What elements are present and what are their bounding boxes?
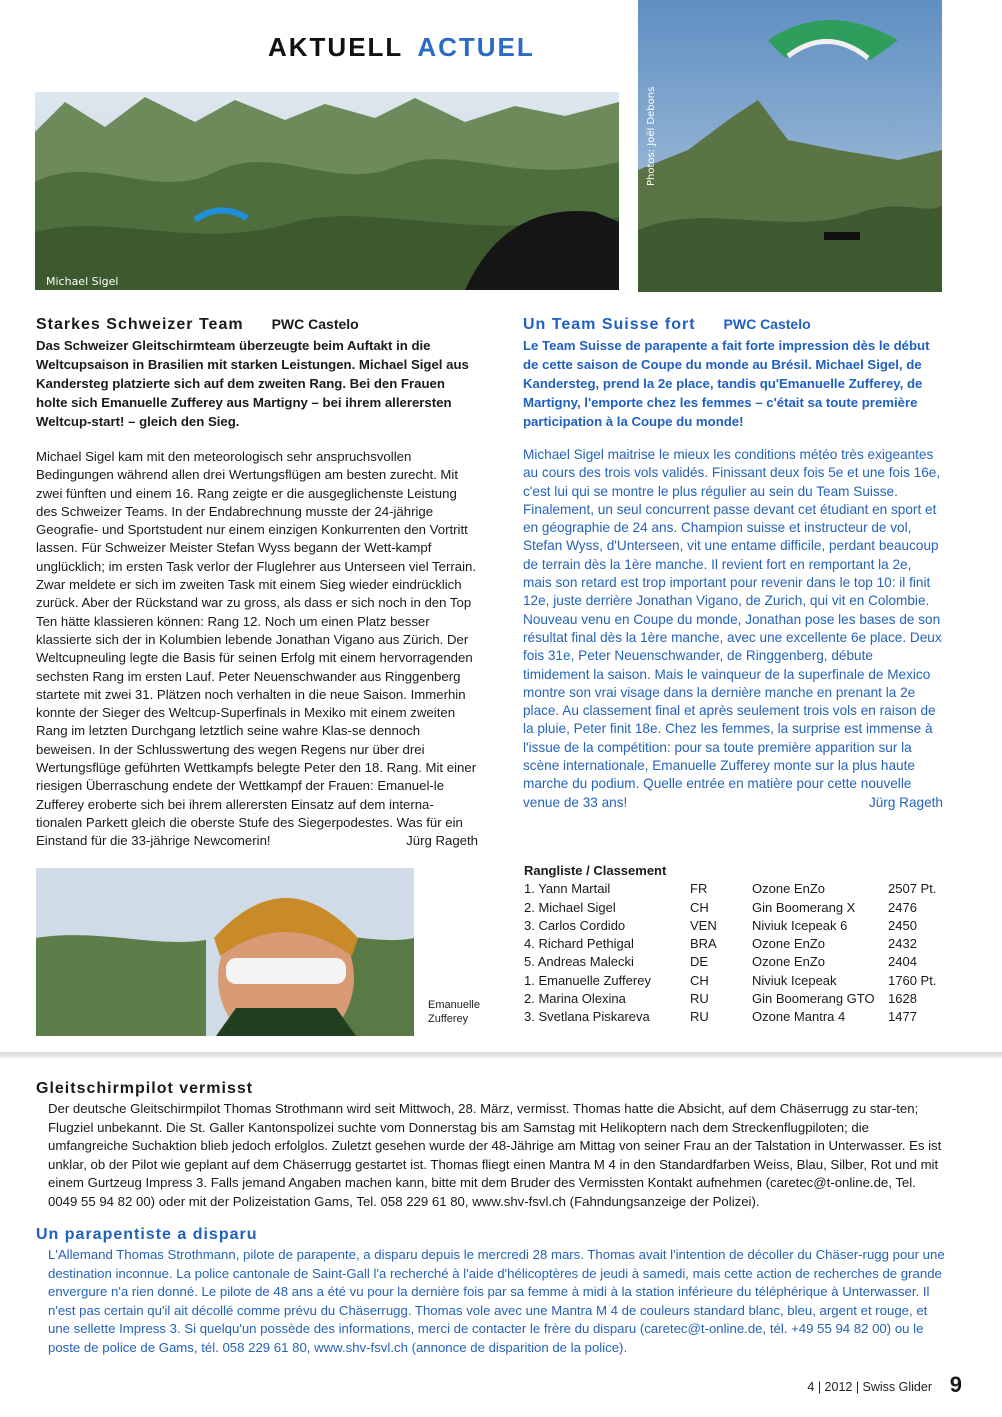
portrait-caption-line2: Zufferey	[428, 1013, 469, 1025]
country: CH	[690, 972, 709, 988]
article-de-lead: Das Schweizer Gleitschirmteam überzeugte beim Auftakt in die Weltcupsaison in Brasilien mit starken Leistungen. Michael Sigel aus Kandersteg platzierte sich auf dem zweiten Rang. Bei den Frauen holte sich Emanuelle Zufferey aus Martigny – bei ihrem allerersten Weltcup-start! – gleich den Sieg.	[36, 338, 469, 429]
portrait-photo	[36, 868, 414, 1036]
article-de-body	[36, 448, 478, 851]
page-number: 9	[949, 1372, 962, 1397]
article-fr-headline	[523, 316, 943, 334]
missing-de-body: Der deutsche Gleitschirmpilot Thomas Strothmann wird seit Mittwoch, 28. März, vermisst. Thomas hatte die Absicht, auf dem Chäserrugg zu star-ten; Flugziel unbekannt. Die St. Galler Kantonspolizei suchte vom Donnerstag bis am Samstag mit Helikoptern nach dem Streckenflugpiloten; die umfangreiche Suchaktion blieb jedoch erfolglos. Zuletzt gesehen wurde der 48-Jährige am Mittag von seiner Frau an der Talstation in Unterwasser. Es ist unklar, ob der Pilot wie geplant auf dem Chäserrugg gestartet ist. Thomas fliegt einen Mantra M 4 in den Standardfarben Weiss, Blau, Silber, Rot und mit einem Gurtzeug Impress 3. Falls jemand Angaben machen kann, bitte mit dem Bruder des Vermissten Kontakt aufnehmen (caretec@t-online.de, Tel. 0049 55 94 82 00) oder mit der Polizeistation Gams, Tel. 058 229 61 80, www.shv-fsvl.ch (Fahndungsanzeige der Polizei).	[48, 1101, 942, 1209]
country: RU	[690, 991, 709, 1007]
pilot-portrait-image	[36, 868, 414, 1036]
table-row	[524, 990, 954, 1008]
section-divider	[0, 1052, 1002, 1058]
glider: Ozone EnZo	[752, 881, 825, 897]
table-row	[524, 1008, 954, 1026]
country: DE	[690, 954, 709, 970]
glider: Niviuk Icepeak 6	[752, 917, 848, 933]
section-title	[268, 32, 535, 63]
ranking-table	[524, 862, 954, 1027]
portrait-caption	[428, 998, 480, 1026]
country: CH	[690, 899, 709, 915]
glider: Gin Boomerang X	[752, 899, 856, 915]
glider: Ozone Mantra 4	[752, 1009, 846, 1025]
points: 1628	[888, 991, 917, 1007]
missing-de-headline: Gleitschirmpilot vermisst	[36, 1080, 254, 1097]
article-fr-lead: Le Team Suisse de parapente a fait forte impression dès le début de cette saison de Coupe du monde au Brésil. Michael Sigel, de Kandersteg, prend la 2e place, tandis qu'Emanuelle Zufferey, de Martigny, l'emporte chez les femmes – c'était sa toute première participation à la Coupe du monde!	[523, 338, 930, 429]
side-photo-credit: Photos: Joël Debons	[646, 86, 657, 186]
points: 1477	[888, 1009, 917, 1025]
points: 1760 Pt.	[888, 972, 937, 988]
pilot-name: 4. Richard Pethigal	[524, 936, 634, 952]
points: 2432	[888, 936, 917, 952]
glider: Niviuk Icepeak	[752, 972, 837, 988]
pilot-name: 1. Yann Martail	[524, 881, 611, 897]
article-fr	[523, 316, 943, 812]
points: 2476	[888, 899, 917, 915]
pilot-name: 3. Svetlana Piskareva	[524, 1009, 650, 1025]
article-fr-title: Un Team Suisse fort	[523, 316, 696, 333]
glider: Gin Boomerang GTO	[752, 991, 875, 1007]
missing-fr	[36, 1226, 946, 1358]
points: 2404	[888, 954, 917, 970]
table-row	[524, 972, 954, 990]
article-de-author: Jürg Rageth	[406, 833, 478, 849]
table-row	[524, 899, 954, 917]
mountain-landscape-image	[35, 92, 619, 290]
table-row	[524, 935, 954, 953]
pilot-name: 1. Emanuelle Zufferey	[524, 972, 651, 988]
points: 2507 Pt.	[888, 881, 937, 897]
article-de-body-text: Michael Sigel kam mit den meteorologisch sehr anspruchsvollen Bedingungen während allen drei Wertungsflügen am besten zurecht. Mit zwei fünften und einem 16. Rang zeigte er die ausgeglichenste Leistung des Schweizer Teams. In der Endabrechnung musste der 24-jährige Geografie- und Sportstudent nur einem einzigen Konkurrenten den Vortritt lassen. Für Schweizer Meister Stefan Wyss begann der Wett-kampf unglücklich; im ersten Task verlor der Fluglehrer aus Unterseen viel Terrain. Zwar meldete er sich im zweiten Task mit einem Sieg wieder eindrücklich zurück. Aber der Rückstand war zu gross, als dass er sich noch in den Top Ten hätte klassieren können: Rang 12. Noch um einen Platz besser klassierte sich der in Kolumbien lebende Jonathan Vigano aus Zürich. Der Weltcupneuling legte die Basis für seinen Erfolg mit einem hervorragenden sechsten Rang im ersten Lauf. Peter Neuenschwander aus Ringgenberg startete mit zwei 31. Plätzen noch verhalten in die neue Saison. Immerhin konnte der Sieger des Weltcup-Superfinals in Mexiko mit einem zweiten Rang im letzten Durchgang letztlich seine wahre Klas-se dennoch beweisen. In der Schlusswertung des wegen Regens nur über drei Wertungsflüge geführten Wettkampfs belegte Peter den 18. Rang. Mit einer riesigen Überraschung endete der Wettkampf der Frauen: Emanuel-le Zufferey eroberte sich bei ihrem allerersten Einsatz auf dem interna-tionalen Parkett gleich die oberste Stufe des Siegerpodestes. Was für ein Einstand für die 33-jährige Newcomerin!	[36, 449, 477, 849]
main-photo	[35, 92, 619, 290]
pilot-name: 2. Marina Olexina	[524, 991, 626, 1007]
country: RU	[690, 1009, 709, 1025]
side-photo	[638, 0, 942, 292]
country: FR	[690, 881, 708, 897]
article-fr-tag: PWC Castelo	[723, 316, 811, 332]
missing-de	[36, 1080, 946, 1212]
missing-fr-body: L'Allemand Thomas Strothmann, pilote de parapente, a disparu depuis le mercredi 28 mars. Thomas avait l'intention de décoller du Chäser-rugg pour une destination inconnue. La police cantonale de Saint-Gall l'a recherché à l'aide d'hélicoptères de jeudi à samedi, mais cette action de recherches de grande envergure n'a rien donné. Le pilote de 48 ans a été vu pour la dernière fois par sa femme à midi à la station inférieure du téléphérique à Unterwasser. Il n'est pas certain qu'il ait décollé comme prévu du Chäserrugg. Thomas vole avec une Mantra M 4 de couleurs standard blanc, bleu, argent et rouge, et une sellette Impress 3. Si quelqu'un possède des informations, merci de contacter le frère du disparu (caretec@t-online.de, tél. +49 55 94 82 00) ou le poste de police de Gams, tél. 058 229 61 80, www.shv-fsvl.ch (annonce de disparition de la police).	[48, 1247, 945, 1355]
article-de	[36, 316, 478, 851]
article-de-headline	[36, 316, 478, 334]
missing-fr-headline: Un parapentiste a disparu	[36, 1226, 258, 1243]
main-photo-credit: Michael Sigel	[46, 275, 119, 288]
glider: Ozone EnZo	[752, 936, 825, 952]
article-fr-author: Jürg Rageth	[868, 794, 943, 810]
glider: Ozone EnZo	[752, 954, 825, 970]
article-de-title: Starkes Schweizer Team	[36, 316, 244, 333]
table-row	[524, 917, 954, 935]
pilot-name: 3. Carlos Cordido	[524, 917, 626, 933]
points: 2450	[888, 917, 917, 933]
article-de-tag: PWC Castelo	[271, 316, 359, 332]
country: BRA	[690, 936, 717, 952]
pilot-name: 2. Michael Sigel	[524, 899, 616, 915]
table-row	[524, 953, 954, 971]
footer-issue: 4 | 2012 | Swiss Glider	[807, 1380, 932, 1394]
ranking-title: Rangliste / Classement	[524, 863, 667, 878]
portrait-caption-line1: Emanuelle	[428, 999, 480, 1011]
article-fr-body-text: Michael Sigel maitrise le mieux les conditions météo très exigeantes au cours des trois vols validés. Finissant deux fois 5e et une fois 16e, c'est lui qui se montre le plus régulier au sein du Team Suisse. Finalement, un seul concurrent passe devant cet étudiant en sport et en géographie de 24 ans. Champion suisse et instructeur de vol, Stefan Wyss, d'Unterseen, vit une entame difficile, perdant beaucoup de terrain dès la 1ère manche. Il revient fort en remportant la 2e, mais son retard est trop important pour revenir dans le top 10: il finit 12e, juste derrière Jonathan Vigano, de Zurich, qui vit en Colombie. Nouveau venu en Coupe du monde, Jonathan pose les bases de son résultat final dès la 1ère manche, avec une excellente 6e place. Deux fois 31e, Peter Neuenschwander, de Ringgenberg, débute timidement la saison. Mais le vainqueur de la superfinale de Mexico montre son vrai visage dans la dernière manche en prenant la 2e place. Au classement final et après seulement trois vols en raison de la pluie, Peter finit 18e. Chez les femmes, la surprise est immense à l'issue de la compétition: pour sa toute première apparition sur la scène internationale, Emanuelle Zufferey monte sur la plus haute marche du podium. Quelle entrée en matière pour cette nouvelle venue de 33 ans!	[523, 447, 942, 810]
paraglider-image	[638, 0, 942, 292]
pilot-name: 5. Andreas Malecki	[524, 954, 634, 970]
section-title-de: AKTUELL	[268, 32, 404, 62]
article-fr-body	[523, 446, 943, 812]
table-row	[524, 880, 954, 898]
section-title-fr: ACTUEL	[417, 32, 535, 62]
country: VEN	[690, 917, 717, 933]
